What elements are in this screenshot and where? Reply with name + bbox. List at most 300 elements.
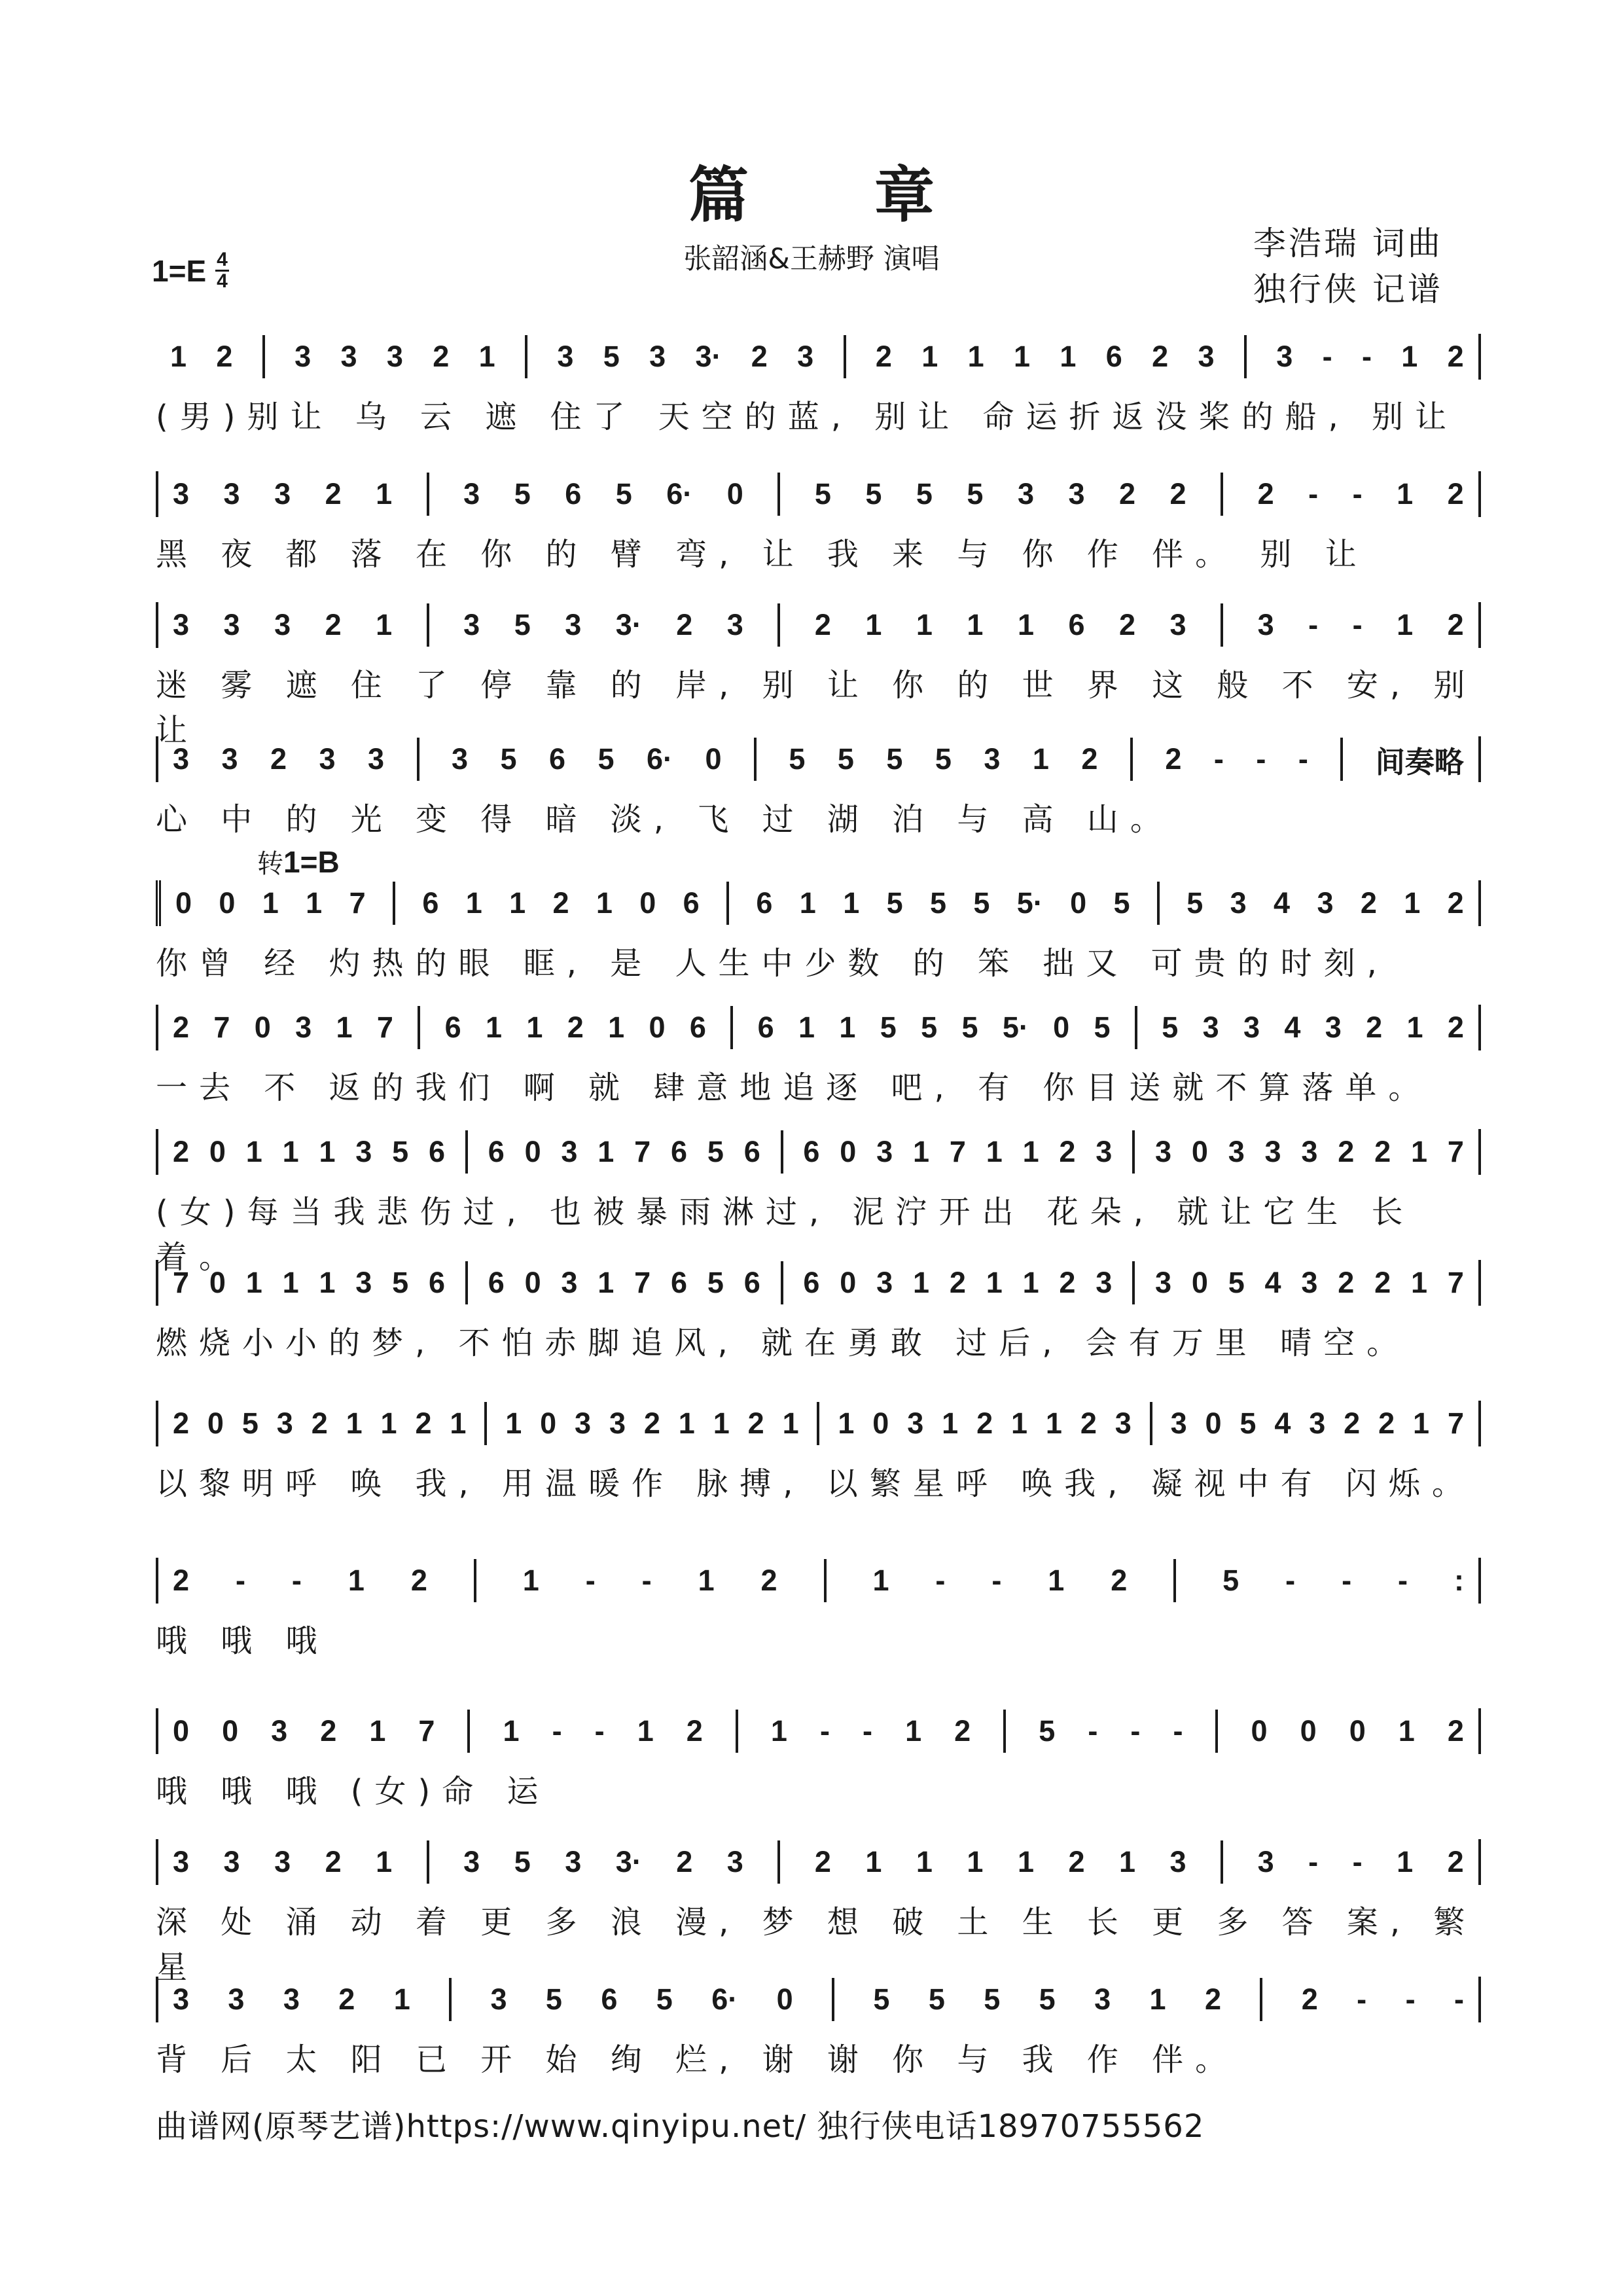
- barline: [418, 1006, 420, 1049]
- song-title: 篇 章: [688, 160, 988, 230]
- note: 2: [173, 1135, 190, 1168]
- note: 1: [637, 1714, 654, 1748]
- note: 3: [1230, 886, 1247, 920]
- note: 2: [320, 1714, 337, 1748]
- note: 7: [1447, 1135, 1464, 1168]
- barline: [844, 335, 846, 378]
- note: 1: [912, 1266, 930, 1299]
- note: 2: [270, 742, 287, 776]
- note: 7: [376, 1011, 393, 1044]
- barline: [1340, 738, 1343, 781]
- note: 2: [1081, 742, 1098, 776]
- score-row: [156, 1708, 1481, 1833]
- barline: [484, 1402, 487, 1445]
- notation-line: [156, 736, 1481, 782]
- barline: [1135, 1006, 1137, 1049]
- note: 2: [686, 1714, 703, 1748]
- note: 3: [1169, 608, 1186, 641]
- footer-source: 曲谱网(原琴艺谱)https://www.qinyipu.net/ 独行侠电话18970755562: [156, 2108, 1205, 2145]
- note: -: [991, 1564, 1002, 1597]
- lyric-line: 一去 不 返的我们 啊 就 肆意地追逐 吧, 有 你目送就不算落单。: [156, 1069, 1432, 1106]
- barline: [781, 1130, 783, 1174]
- note: 3: [649, 340, 666, 373]
- note: 5: [1039, 1714, 1056, 1748]
- note: 1: [1397, 608, 1414, 641]
- note: 0: [1349, 1714, 1366, 1748]
- note: 1: [1032, 742, 1049, 776]
- note: 6: [803, 1135, 820, 1168]
- note: 3: [561, 1135, 578, 1168]
- note: 5: [514, 608, 531, 641]
- note: 1: [1022, 1266, 1039, 1299]
- barline: [1132, 1261, 1135, 1304]
- note: 3: [490, 1982, 507, 2016]
- note: 1: [393, 1982, 410, 2016]
- note: 2: [567, 1011, 584, 1044]
- note: 3: [173, 608, 190, 641]
- barline: [1221, 1840, 1223, 1884]
- barline: [736, 1710, 738, 1753]
- note: 2: [1152, 340, 1169, 373]
- note: 2: [875, 340, 892, 373]
- notation-line: [156, 1558, 1481, 1604]
- note: 1: [597, 1135, 615, 1168]
- note: 1: [865, 608, 882, 641]
- note: 3: [274, 1845, 291, 1878]
- note: 3: [1228, 1135, 1245, 1168]
- note: 1: [1014, 340, 1031, 373]
- note: 1: [713, 1407, 730, 1440]
- note: 1: [478, 340, 495, 373]
- note: 0: [1251, 1714, 1268, 1748]
- note: 2: [760, 1564, 777, 1597]
- note: 1: [1060, 340, 1077, 373]
- note: -: [819, 1714, 830, 1748]
- note: 2: [1204, 1982, 1221, 2016]
- note: 5: [935, 742, 952, 776]
- note: -: [235, 1564, 245, 1597]
- note: 2: [1068, 1845, 1085, 1878]
- note: -: [863, 1714, 873, 1748]
- note: 6: [422, 886, 439, 920]
- note: -: [641, 1564, 652, 1597]
- note: 3: [575, 1407, 592, 1440]
- note: 1: [376, 608, 393, 641]
- lyric-line: (女)每当我悲伤过, 也被暴雨淋过, 泥泞开出 花朵, 就让它生 长着。: [156, 1194, 1415, 1276]
- note: 3: [984, 742, 1001, 776]
- note: 5: [973, 886, 990, 920]
- note: 3: [223, 477, 240, 511]
- note: 1: [262, 886, 279, 920]
- barline: [427, 1840, 429, 1884]
- barline: [754, 738, 757, 781]
- note: 3: [726, 1845, 743, 1878]
- lyric-line: 背 后 太 阳 已 开 始 绚 烂, 谢 谢 你 与 我 作 伴。: [156, 2041, 1239, 2078]
- score-row: [156, 1260, 1481, 1384]
- note: 5: [873, 1982, 890, 2016]
- note: 3: [223, 1845, 240, 1878]
- note: -: [291, 1564, 302, 1597]
- note: 2: [1338, 1135, 1355, 1168]
- note: 6: [488, 1266, 505, 1299]
- barline: [1173, 1559, 1176, 1602]
- note: 6: [565, 477, 582, 511]
- note: 1: [306, 886, 323, 920]
- note: 3: [1243, 1011, 1260, 1044]
- note: 2: [1374, 1266, 1391, 1299]
- note: 1: [1397, 1845, 1414, 1878]
- note: 1: [1410, 1135, 1428, 1168]
- note: 3: [907, 1407, 924, 1440]
- note: 2: [325, 477, 342, 511]
- lyric-line: 哦 哦 哦: [156, 1623, 329, 1659]
- note: -: [1361, 340, 1372, 373]
- barline: [427, 603, 429, 647]
- note: 3: [1094, 1982, 1111, 2016]
- note: 7: [173, 1266, 190, 1299]
- note: 0: [1191, 1135, 1208, 1168]
- time-denominator: 4: [217, 270, 228, 292]
- score-row: [156, 1558, 1481, 1682]
- note: 3: [1068, 477, 1085, 511]
- note: 1: [1398, 1714, 1415, 1748]
- barline: [1132, 1130, 1135, 1174]
- barline: [777, 1840, 780, 1884]
- note: 1: [986, 1135, 1003, 1168]
- note: 2: [1080, 1407, 1097, 1440]
- note: 1: [1149, 1982, 1166, 2016]
- note: 5: [707, 1135, 724, 1168]
- note: 2: [325, 608, 342, 641]
- note: 3: [319, 742, 336, 776]
- note: 6·: [711, 1982, 738, 2016]
- note: 0: [840, 1266, 857, 1299]
- score-row: [156, 1977, 1481, 2101]
- note: 2: [1378, 1407, 1395, 1440]
- note: 0: [524, 1266, 541, 1299]
- note: 1: [838, 1407, 855, 1440]
- lyric-line: 迷 雾 遮 住 了 停 靠 的 岸, 别 让 你 的 世 界 这 般 不 安, 别 让: [156, 667, 1477, 749]
- note: 7: [349, 886, 366, 920]
- note: 2: [1447, 1845, 1464, 1878]
- note: 7: [634, 1135, 651, 1168]
- note: 1: [522, 1564, 539, 1597]
- note: -: [1088, 1714, 1098, 1748]
- note: 0: [175, 886, 192, 920]
- barline: [777, 603, 780, 647]
- note: 2: [552, 886, 569, 920]
- note: 6: [444, 1011, 461, 1044]
- note: 6: [757, 1011, 774, 1044]
- note: 3: [463, 477, 480, 511]
- notation-line: [156, 1401, 1481, 1446]
- note: 2: [415, 1407, 432, 1440]
- note: 2: [1338, 1266, 1355, 1299]
- performer: 张韶涵&王赫野 演唱: [683, 243, 940, 276]
- note: 1: [608, 1011, 625, 1044]
- note: 4: [1284, 1011, 1301, 1044]
- note: 3: [561, 1266, 578, 1299]
- note: 3: [1257, 1845, 1274, 1878]
- note: 7: [213, 1011, 230, 1044]
- note: 1: [986, 1266, 1003, 1299]
- barline: [465, 1130, 468, 1174]
- note: 3: [1257, 608, 1274, 641]
- note: 5: [929, 886, 946, 920]
- note: 1: [509, 886, 526, 920]
- note: 5: [392, 1135, 409, 1168]
- notation-line: [156, 880, 1481, 926]
- barline: [262, 335, 265, 378]
- note: 0: [219, 886, 236, 920]
- note: -: [1130, 1714, 1141, 1748]
- note: 5: [603, 340, 620, 373]
- note: -: [1256, 742, 1266, 776]
- key-signature: [152, 250, 229, 291]
- note: 0: [840, 1135, 857, 1168]
- note: 2: [1119, 608, 1136, 641]
- note: 1: [450, 1407, 467, 1440]
- note: 7: [418, 1714, 435, 1748]
- notation-line: [156, 1977, 1481, 2022]
- note: 2: [433, 340, 450, 373]
- note: 2: [814, 608, 831, 641]
- note: 4: [1274, 1407, 1291, 1440]
- notation-line: [156, 1129, 1481, 1175]
- barline: [1260, 1978, 1262, 2021]
- note: 0: [1300, 1714, 1317, 1748]
- barline: [824, 1559, 827, 1602]
- note: 5: [1240, 1407, 1257, 1440]
- note: 1: [282, 1266, 299, 1299]
- barline: [525, 335, 527, 378]
- note: -: [1357, 1982, 1367, 2016]
- note: 5: [1039, 1982, 1056, 2016]
- note: 2: [1447, 340, 1464, 373]
- note: 0: [1070, 886, 1087, 920]
- note: 2: [1169, 477, 1186, 511]
- note: 3: [726, 608, 743, 641]
- note: 1: [336, 1011, 353, 1044]
- note: 2: [173, 1564, 190, 1597]
- note: 1: [1401, 340, 1418, 373]
- note: -: [1308, 608, 1319, 641]
- note: 3·: [695, 340, 722, 373]
- note: 0: [649, 1011, 666, 1044]
- note: 3: [173, 742, 190, 776]
- key-change-key: 1=B: [283, 845, 340, 879]
- note: 4: [1274, 886, 1291, 920]
- note: 3: [1170, 1407, 1187, 1440]
- note: -: [1352, 608, 1363, 641]
- note: 1: [1045, 1407, 1062, 1440]
- note: 1: [1017, 608, 1034, 641]
- note: 2: [338, 1982, 355, 2016]
- note: 3: [1202, 1011, 1219, 1044]
- note: 3: [368, 742, 385, 776]
- note: 3: [1096, 1135, 1113, 1168]
- note: 0: [1053, 1011, 1070, 1044]
- note: 2: [1360, 886, 1377, 920]
- lyric-line: 深 处 涌 动 着 更 多 浪 漫, 梦 想 破 土 生 长 更 多 答 案, 繁 星: [156, 1904, 1477, 1986]
- note: 3: [173, 477, 190, 511]
- note: 2: [1447, 608, 1464, 641]
- note: -: [1308, 477, 1319, 511]
- note: 1: [912, 1135, 930, 1168]
- note: 1: [916, 1845, 933, 1878]
- note: 6·: [666, 477, 693, 511]
- note: 1: [942, 1407, 959, 1440]
- note: -: [1298, 742, 1308, 776]
- barline: [1244, 335, 1247, 378]
- note: 5: [886, 886, 903, 920]
- note: 5: [928, 1982, 945, 2016]
- note: 0: [639, 886, 656, 920]
- note: 2: [1344, 1407, 1361, 1440]
- note: 2: [676, 1845, 693, 1878]
- note: 0: [872, 1407, 889, 1440]
- note: 5: [916, 477, 933, 511]
- note: 6: [743, 1135, 760, 1168]
- key-label: 1=E: [152, 253, 207, 288]
- lyric-line: 黑 夜 都 落 在 你 的 臂 弯, 让 我 来 与 你 作 伴。 别 让: [156, 536, 1368, 573]
- note: 0: [209, 1266, 226, 1299]
- note: 1: [1406, 1011, 1423, 1044]
- note: 5: [1186, 886, 1204, 920]
- note: 3: [1169, 1845, 1186, 1878]
- barline: [417, 738, 419, 781]
- score-row: [156, 1005, 1481, 1129]
- note: 3: [557, 340, 574, 373]
- note: 1: [916, 608, 933, 641]
- note: 3: [274, 608, 291, 641]
- note: 5: [865, 477, 882, 511]
- note: 1: [967, 1845, 984, 1878]
- note: 1: [1404, 886, 1421, 920]
- note: 1: [1010, 1407, 1028, 1440]
- score-row: [156, 880, 1481, 1005]
- note: 间奏略: [1375, 745, 1464, 779]
- note: -: [1308, 1845, 1319, 1878]
- note: 1: [921, 340, 938, 373]
- lyric-line: (男)别让 乌 云 遮 住了 天空的蓝, 别让 命运折返没桨的船, 别让: [156, 399, 1459, 435]
- note: 3: [1276, 340, 1293, 373]
- note: 0: [222, 1714, 239, 1748]
- lyric-line: 以黎明呼 唤 我, 用温暖作 脉搏, 以繁星呼 唤我, 凝视中有 闪烁。: [156, 1465, 1475, 1502]
- note: 3: [876, 1135, 893, 1168]
- lyric-line: 心 中 的 光 变 得 暗 淡, 飞 过 湖 泊 与 高 山。: [156, 801, 1173, 838]
- note: 5: [707, 1266, 724, 1299]
- note: 6: [601, 1982, 618, 2016]
- note: 1: [770, 1714, 787, 1748]
- note: 3: [876, 1266, 893, 1299]
- note: 7: [949, 1135, 966, 1168]
- note: -: [1322, 340, 1332, 373]
- note: 3: [1317, 886, 1334, 920]
- note: 1: [678, 1407, 695, 1440]
- note: 3: [355, 1266, 372, 1299]
- notation-line: [156, 1839, 1481, 1885]
- note: 5: [656, 1982, 673, 2016]
- note: 1: [967, 608, 984, 641]
- note: 1: [346, 1407, 363, 1440]
- note: 5: [814, 477, 831, 511]
- note: 6·: [646, 742, 673, 776]
- note: 3: [283, 1982, 300, 2016]
- note: 0: [540, 1407, 557, 1440]
- note: 3: [340, 340, 357, 373]
- lyric-line: 你曾 经 灼热的眼 眶, 是 人生中少数 的 笨 拙又 可贵的时刻,: [156, 945, 1389, 982]
- notation-line: [156, 471, 1481, 517]
- note: -: [1173, 1714, 1183, 1748]
- note: 3: [1096, 1266, 1113, 1299]
- credit-transcriber: 独行侠 记谱: [1253, 270, 1443, 308]
- note: 2: [410, 1564, 427, 1597]
- note: 3: [295, 1011, 312, 1044]
- note: -: [552, 1714, 562, 1748]
- note: 2: [1447, 477, 1464, 511]
- barline: [474, 1559, 476, 1602]
- note: 1: [282, 1135, 299, 1168]
- note: 6: [548, 742, 565, 776]
- note: 2: [1301, 1982, 1318, 2016]
- note: 5: [514, 477, 531, 511]
- note: 3·: [615, 1845, 642, 1878]
- note: 5·: [1016, 886, 1043, 920]
- note: 2: [1059, 1135, 1076, 1168]
- note: 1: [319, 1135, 336, 1168]
- note: 2: [814, 1845, 831, 1878]
- note: 1: [865, 1845, 882, 1878]
- lyric-line: 燃烧小小的梦, 不怕赤脚追风, 就在勇敢 过后, 会有万里 晴空。: [156, 1325, 1410, 1361]
- note: -: [935, 1564, 946, 1597]
- note: 3: [1198, 340, 1215, 373]
- time-numerator: 4: [217, 249, 228, 270]
- note: 2: [1059, 1266, 1076, 1299]
- note: 1: [843, 886, 860, 920]
- barline: [465, 1261, 468, 1304]
- note: 2: [311, 1407, 328, 1440]
- barline: [393, 882, 395, 925]
- note: 2: [1374, 1135, 1391, 1168]
- score-row: [156, 1401, 1481, 1525]
- note: 1: [380, 1407, 397, 1440]
- note: 1: [1413, 1407, 1430, 1440]
- barline: [726, 882, 729, 925]
- note: 2: [1447, 1011, 1464, 1044]
- note: 2: [976, 1407, 993, 1440]
- time-signature: [215, 250, 229, 291]
- note: 5: [921, 1011, 938, 1044]
- note: 2: [1447, 886, 1464, 920]
- note: 5·: [1002, 1011, 1029, 1044]
- note: 3: [1301, 1135, 1318, 1168]
- score-row: [156, 1839, 1481, 1986]
- note: 2: [751, 340, 768, 373]
- note: 3: [463, 608, 480, 641]
- note: -: [1405, 1982, 1416, 2016]
- score-row: [156, 736, 1481, 861]
- key-change-prefix: 转: [257, 849, 283, 879]
- note: 3·: [615, 608, 642, 641]
- note: 6: [1105, 340, 1122, 373]
- note: 3: [228, 1982, 245, 2016]
- note: 3: [609, 1407, 626, 1440]
- note: 5: [1113, 886, 1130, 920]
- note: 0: [1205, 1407, 1222, 1440]
- note: 5: [1222, 1564, 1240, 1597]
- note: -: [1398, 1564, 1408, 1597]
